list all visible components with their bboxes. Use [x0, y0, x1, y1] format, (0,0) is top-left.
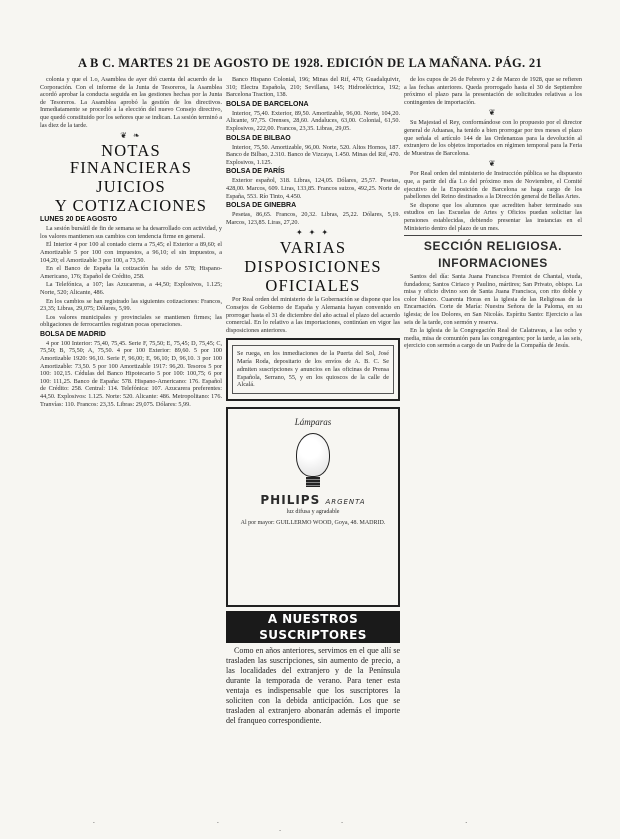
philips-advertisement	[226, 407, 400, 607]
ad-brand-name: PHILIPS	[260, 492, 321, 507]
footer-ornaments: · · · · ·	[92, 819, 528, 835]
paragraph: La sesión bursátil de fin de semana se ha desarrollado con actividad, y los valores mantienen sus cambios con tendencia firme en general.	[40, 225, 222, 240]
top-paragraph: de los cupos de 26 de Febrero y 2 de Marzo de 1928, que se refieren a las fechas anteriores. Queda prorrogado hasta el 30 de Septiembre próximo el plazo para la presentación de solicitudes relativas a los contingentes de importación.	[404, 76, 582, 106]
bolsa-paris-heading: BOLSA DE PARÍS	[226, 168, 285, 176]
varias-text: Por Real orden del ministerio de la Gobernación se dispone que los Consejos de Gobierno de España y Alemania hayan convenido en prorrogar hasta el 31 de diciembre del año actual el plazo del acuerdo comercial. En lo relativo a las importaciones, continúan en vigor las disposiciones anteriores.	[226, 296, 400, 334]
section-title-informaciones: INFORMACIONES	[438, 256, 548, 271]
ad-brand	[232, 492, 394, 507]
section-title-religiosa: SECCIÓN RELIGIOSA.	[423, 239, 563, 254]
paragraph: Su Majestad el Rey, conformándose con lo propuesto por el director general de Aduanas, ha tenido a bien prorrogar por tres meses el plazo que señala el artículo 144 de las Ordenanzas para la devolución al extranjero de los objetos importados en régimen temporal para la Feria de Muestras de Barcelona.	[404, 119, 582, 157]
section-title-juicios: JUICIOS	[96, 177, 166, 197]
ornament: ❦ ❧	[120, 131, 142, 141]
bolsa-madrid-heading: BOLSA DE MADRID	[40, 330, 106, 338]
ad-tagline: luz difusa y agradable	[286, 509, 340, 516]
religious-text: Santos del día: Santa Juana Francisca Fremiot de Chantal, viuda, fundadora; Santos Ciriaco y Paulino, mártires; San Privato, obispo. La misa y oficio divino son de Santa Juana Francisca, con rito doble y color blanco. Cuarenta Horas en la iglesia de las Religiosas de la Encarnación. Corte de María: Nuestra Señora de la Paloma, en su iglesia; de los Dolores, en San Nicolás. Espíritu Santo: Ejercicio a las seis de la tarde, con sermón y reserva.	[404, 273, 582, 326]
madrid-quotes: 4 por 100 Interior: 75,40, 75,45. Serie F, 75,50; E, 75,45; D, 75,45; C, 75,50; B, 75,50; A, 75,50. 4 por 100 Exterior: 89,60. 5 por 100 Amortizable 1920: 96,10. Serie F, 96,00; E, 96,10; D, 96,10. 3 por 100 Amortizable: 73,50. 5 por 100 Amortizable 1917: 96,20. Tesoros 5 por 100: 102,15. Cédulas del Banco Hipotecario 5 por 100: 100,75; 6 por 100: 111,25. Banco de España: 578. Hispano-Americano: 176. Español de Crédito: 258. Central: 114. Telefónica: 107. Azucarera preferentes: 44,50. Explosivos: 1.125. Norte: 520. Alicante: 486. Metropolitano: 176. Tranvías: 110. Francos: 23,35. Libras: 29,075. Dólares: 5,99.	[40, 339, 222, 408]
barcelona-quotes: Interior, 75,40. Exterior, 89,50. Amortizable, 96,00. Norte, 104,20. Alicante, 97,75. Orenses, 28,60. Andaluces, 63,00. Colonial, 61,50. Explosivos, 222,00. Francos, 23,35. Libras, 29,05.	[226, 109, 400, 132]
section-title-notas: NOTAS FINANCIERAS	[69, 141, 193, 178]
divider	[404, 235, 582, 236]
paragraph: El Interior 4 por 100 al contado cierra a 75,45; el Exterior a 89,60; el Amortizable 5 por 100 con impuestos, a 96,10; el sin impuestos, a 104,20; el Amortizable 3 por 100, a 73,50.	[40, 241, 222, 264]
paragraph: La Telefónica, a 107; las Azucareras, a 44,50; Explosivos, 1.125; Norte, 520; Alicante, 486.	[40, 281, 222, 296]
section-title-oficiales: OFICIALES	[265, 276, 361, 296]
section-title-cotizaciones: Y COTIZACIONES	[54, 196, 208, 216]
bolsa-barcelona-heading: BOLSA DE BARCELONA	[226, 100, 309, 108]
paragraph: En el Banco de España la cotización ha sido de 578; Hispano-Americano, 176; Español de Crédito, 258.	[40, 265, 222, 280]
bolsa-bilbao-heading: BOLSA DE BILBAO	[226, 134, 291, 142]
ornament: ❦	[488, 108, 498, 118]
bolsa-ginebra-heading: BOLSA DE GINEBRA	[226, 202, 297, 210]
intro-paragraph: colonia y que el 1.o, Asamblea de ayer dió cuenta del acuerdo de la Corporación. Con el informe de la Junta de Tesoreros, la Asamblea acordó aprobar la conducta seguida en las gestiones hechas por la Junta de Tesoreros. La Asamblea aprobó la gestión de los directivos. Inmediatamente se procedió a la elección del nuevo Consejo directivo, que quedó constituido por los señores que se indican. La sesión terminó a las diez de la tarde.	[40, 76, 222, 129]
subscribers-banner: A NUESTROS SUSCRIPTORES	[226, 611, 400, 643]
section-title-disposiciones: DISPOSICIONES	[244, 257, 382, 277]
section-title-varias: VARIAS	[279, 238, 347, 258]
lightbulb-icon	[296, 433, 330, 477]
ad-address: Al por mayor: GUILLERMO WOOD, Goya, 48. MADRID.	[240, 519, 386, 526]
page-header: A B C. MARTES 21 DE AGOSTO DE 1928. EDICIÓN DE LA MAÑANA. PÁG. 21	[77, 56, 543, 70]
paragraph: En los cambios se han registrado las siguientes cotizaciones: Francos, 23,35; Libras, 29,075; Dólares, 5,99.	[40, 297, 222, 313]
advertisement-box	[226, 338, 400, 401]
ornament: ✦ ✦ ✦	[295, 228, 331, 238]
bilbao-quotes: Interior, 75,50. Amortizable, 96,00. Norte, 520. Altos Hornos, 187. Banco de Bilbao, 2.310. Banco de Vizcaya, 1.450. Minas del Rif, 470. Explosivos, 1.125.	[226, 143, 400, 166]
religious-text-2: En la iglesia de la Congregación Real de Calatravas, a las ocho y media, misa de comunión para las congregantes; por la tarde, a las seis, ejercicio con sermón a cargo de un Padre de la Compañía de Jesús.	[404, 327, 582, 350]
lightbulb-base-icon	[306, 477, 320, 487]
paragraph: Se dispone que los alumnos que acrediten haber terminado sus estudios en las Escuelas de Artes y Oficios puedan solicitar las pensiones establecidas, debiendo presentar las instancias en el Ministerio dentro del plazo de un mes.	[404, 201, 582, 232]
paris-quotes: Exterior español, 318. Libras, 124,05. Dólares, 25,57. Pesetas, 428,00. Marcos, 609. Liras, 133,85. Francos suizos, 492,25. Norte de España, 553. Río Tinto, 4.450.	[226, 177, 400, 200]
column-3	[404, 76, 582, 836]
paragraph: Por Real orden del ministerio de Instrucción pública se ha dispuesto que, a partir del día 1.o del próximo mes de Noviembre, el Comité ejecutivo de la Exposición de Barcelona se haga cargo de los pabellones del Reino destinados a la Dirección general de Bellas Artes.	[404, 170, 582, 201]
subscribers-text: Como en años anteriores, servimos en el que allí se trasladen las suscripciones, sin aumento de precio, a las localidades del extranjero y de la Península durante la temporada de verano. Para tener esta ventaja es indispensable que los suscriptores la soliciten con la debida anticipación. Los que se trasladen al extranjero abonarán además el importe del franqueo correspondiente.	[226, 646, 400, 726]
paragraph: Los valores municipales y provinciales se mantienen firmes; las obligaciones de ferrocarriles registran pocas operaciones.	[40, 313, 222, 329]
ad-script-logo: Lámparas	[294, 417, 332, 428]
ornament: ❦	[488, 159, 498, 169]
advertisement-text: Se ruega, en los inmediaciones de la Puerta del Sol, José María Roda, depositario de los envíos de A. B. C. Se admiten suscripciones y anuncios en las oficinas de Prensa Española, Serrano, 55, y en los quioscos de la calle de Alcalá.	[232, 345, 394, 394]
ginebra-quotes: Pesetas, 86,65. Francos, 20,32. Libras, 25,22. Dólares, 5,19. Marcos, 123,85. Liras, 27,20.	[226, 211, 400, 226]
date-line: LUNES 20 DE AGOSTO	[40, 216, 118, 224]
column-2	[226, 76, 400, 836]
ad-brand-sub: ARGENTA	[325, 497, 366, 506]
column-1	[40, 76, 222, 836]
top-paragraph: Banco Hispano Colonial, 196; Minas del Rif, 470; Guadalquivir, 310; Electra Española, 210; Sevillana, 145; Hidroeléctrica, 192; Barcelona Traction, 138.	[226, 76, 400, 99]
